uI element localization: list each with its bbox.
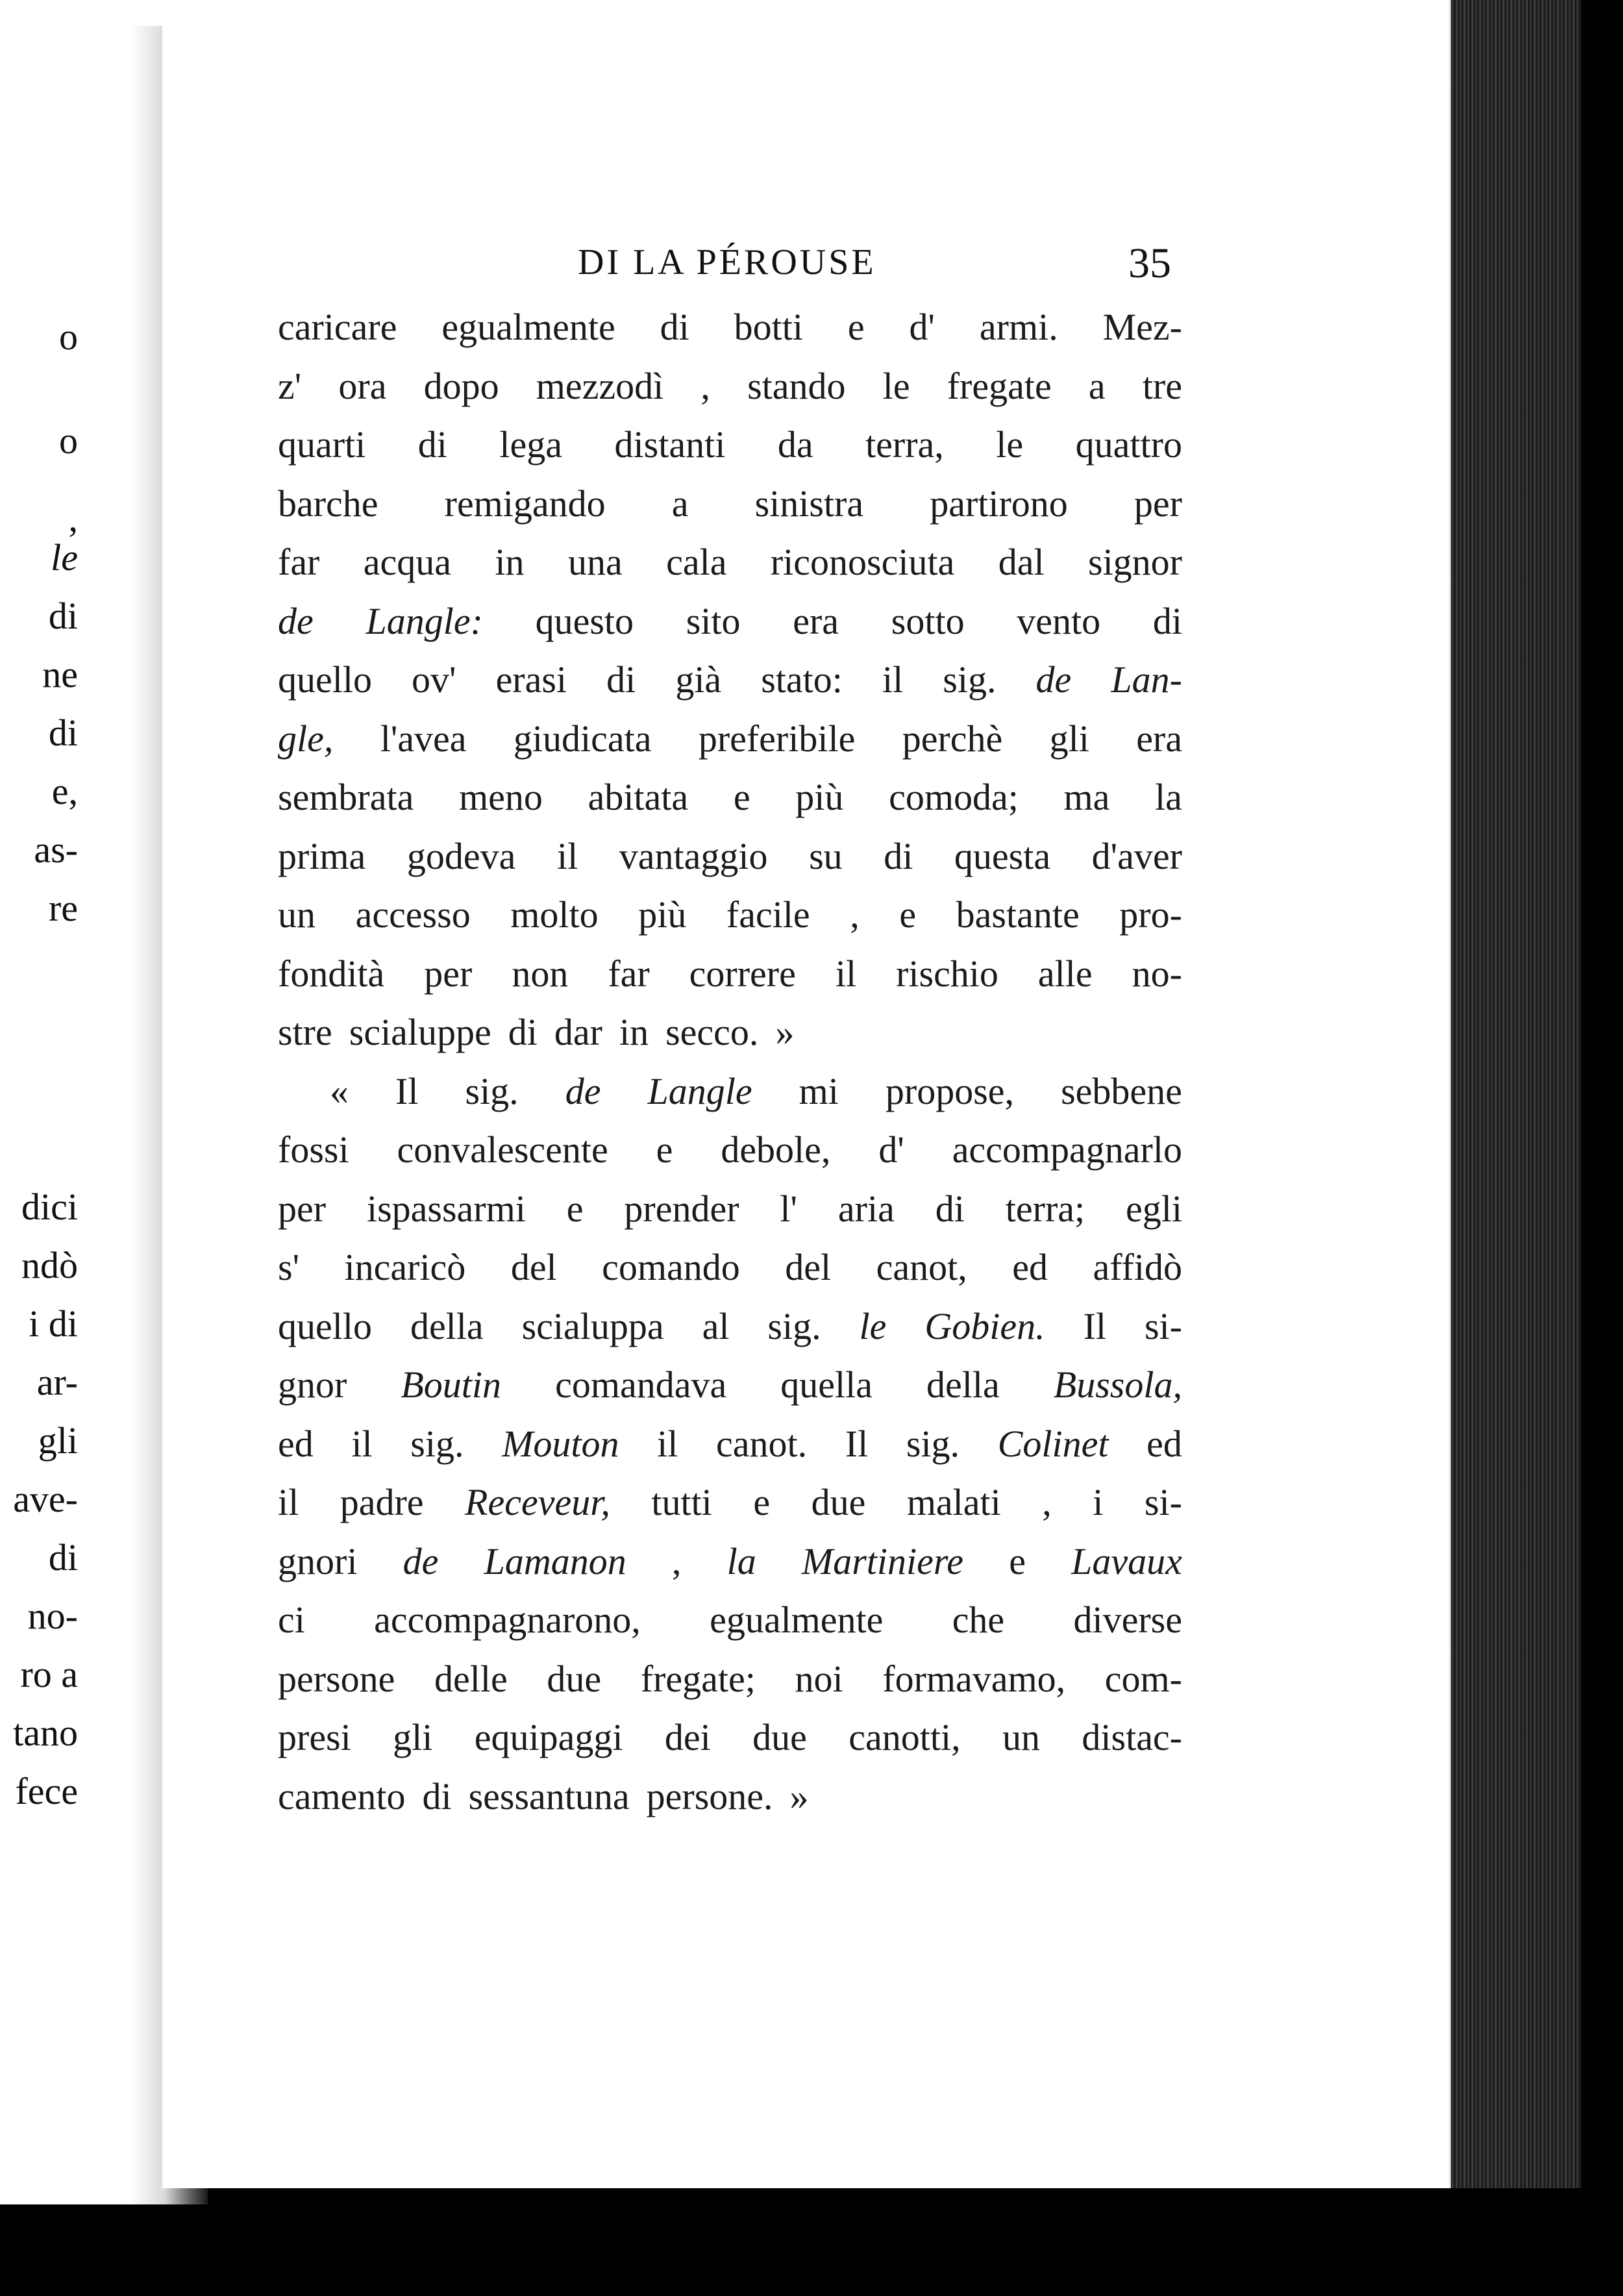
italic-word: Gobien. xyxy=(924,1304,1045,1347)
left-page-fragment: ave- xyxy=(13,1478,78,1520)
word: barche xyxy=(278,482,378,525)
word: , xyxy=(671,1540,682,1582)
word: preferibile xyxy=(698,717,856,760)
word: malati xyxy=(906,1481,1001,1523)
word: gli xyxy=(1049,717,1089,760)
word: accesso xyxy=(355,893,471,936)
word: vento xyxy=(1017,599,1101,642)
word: comoda; xyxy=(889,776,1019,818)
word: debole, xyxy=(721,1129,831,1171)
word: per xyxy=(278,1187,327,1230)
word: persone xyxy=(278,1657,395,1700)
word: Il xyxy=(845,1422,869,1465)
italic-word: le xyxy=(859,1304,887,1347)
word: godeva xyxy=(406,834,516,877)
word: e xyxy=(1009,1540,1026,1582)
italic-word: Martiniere xyxy=(801,1540,964,1582)
word: egli xyxy=(1126,1187,1182,1230)
text-line xyxy=(278,717,1182,776)
word: comandava xyxy=(555,1364,727,1406)
word: distanti xyxy=(614,423,726,466)
left-page-fragment: i di xyxy=(29,1303,78,1345)
word: sito xyxy=(686,599,741,642)
left-page-fragment: ro a xyxy=(20,1653,78,1695)
left-page-fragment: ar- xyxy=(36,1361,78,1403)
word: accompagnarlo xyxy=(952,1129,1182,1171)
word: formavamo, xyxy=(882,1657,1066,1700)
word: era xyxy=(1136,717,1182,760)
word: prima xyxy=(278,834,366,877)
word: dal xyxy=(998,541,1045,583)
word: già xyxy=(675,658,722,701)
text-line xyxy=(278,834,1182,893)
word: stando xyxy=(747,364,846,407)
text-line xyxy=(278,658,1182,717)
word: i xyxy=(1093,1481,1104,1523)
word: abitata xyxy=(588,776,689,818)
word: un xyxy=(1002,1716,1040,1758)
word: gnori xyxy=(278,1540,358,1582)
word: quello xyxy=(278,1304,372,1347)
word: prender xyxy=(624,1187,739,1230)
word: presi xyxy=(278,1716,351,1758)
word: di xyxy=(935,1187,965,1230)
italic-word: Mouton xyxy=(502,1422,619,1465)
left-page-fragment: fece xyxy=(15,1770,78,1812)
word: d' xyxy=(878,1129,904,1171)
word: Mez- xyxy=(1102,306,1182,348)
word: » xyxy=(789,1775,809,1817)
word: propose, xyxy=(885,1069,1015,1112)
text-line xyxy=(278,1422,1182,1481)
running-head xyxy=(0,242,1623,293)
word: e xyxy=(847,306,865,348)
word: più xyxy=(638,893,687,936)
word: cala xyxy=(666,541,727,583)
word: , xyxy=(700,364,710,407)
italic-word: de xyxy=(565,1069,601,1112)
word: il xyxy=(278,1481,299,1523)
word: accompagnarono, xyxy=(374,1599,641,1641)
word: sebbene xyxy=(1061,1069,1182,1112)
word: quarti xyxy=(278,423,366,466)
left-page-text-fragments xyxy=(0,0,97,2221)
word: ed xyxy=(1146,1422,1182,1465)
italic-word: gle, xyxy=(278,717,334,760)
word: dopo xyxy=(423,364,499,407)
running-head-title: DI LA PÉROUSE xyxy=(578,242,876,282)
word: mezzodì xyxy=(536,364,664,407)
word: molto xyxy=(510,893,599,936)
word: secco. xyxy=(665,1011,759,1053)
word: canot, xyxy=(876,1246,967,1288)
word: persone. xyxy=(646,1775,773,1817)
left-page-fragment: , xyxy=(68,497,78,540)
word: terra; xyxy=(1005,1187,1085,1230)
word: camento xyxy=(278,1775,406,1817)
word: bastante xyxy=(956,893,1080,936)
word: tre xyxy=(1142,364,1182,407)
word: canot. xyxy=(716,1422,808,1465)
italic-word: Langle xyxy=(647,1069,752,1112)
word: di xyxy=(660,306,689,348)
text-line xyxy=(278,305,1182,364)
word: padre xyxy=(340,1481,424,1523)
text-line xyxy=(278,1069,1182,1129)
left-page-fragment: di xyxy=(48,1536,78,1578)
left-page-fragment: e, xyxy=(51,770,78,812)
text-line xyxy=(278,423,1182,482)
text-line xyxy=(278,1716,1182,1775)
scan-bottom-border xyxy=(0,2204,1623,2296)
word: convalescente xyxy=(397,1129,608,1171)
word: remigando xyxy=(444,482,606,525)
word: affidò xyxy=(1093,1246,1182,1288)
word: e xyxy=(733,776,750,818)
word: di xyxy=(417,423,447,466)
word: del xyxy=(510,1246,557,1288)
word: e xyxy=(656,1129,673,1171)
word: pro- xyxy=(1119,893,1182,936)
word: era xyxy=(793,599,839,642)
word: fregate; xyxy=(640,1657,756,1700)
word: per xyxy=(1134,482,1182,525)
text-line xyxy=(278,1598,1182,1657)
word: ed xyxy=(278,1422,314,1465)
text-line xyxy=(278,1304,1182,1364)
word: stre xyxy=(278,1011,332,1053)
italic-word: de xyxy=(1035,658,1072,701)
left-page-fragment: tano xyxy=(13,1712,78,1754)
word: le xyxy=(996,423,1024,466)
word: ispassarmi xyxy=(366,1187,526,1230)
text-line xyxy=(278,1010,1182,1069)
word: rischio xyxy=(896,952,998,995)
text-line xyxy=(278,364,1182,423)
word: il xyxy=(835,952,857,995)
italic-word: Lamanon xyxy=(484,1540,626,1582)
word: di xyxy=(1152,599,1182,642)
word: perchè xyxy=(902,717,1003,760)
word: sessantuna xyxy=(468,1775,630,1817)
word: erasi xyxy=(495,658,567,701)
word: egualmente xyxy=(710,1599,884,1641)
text-line xyxy=(278,599,1182,658)
word: questa xyxy=(954,834,1051,877)
word: il xyxy=(882,658,904,701)
text-line xyxy=(278,952,1182,1011)
word: Il xyxy=(1083,1304,1106,1347)
word: , xyxy=(850,893,860,936)
word: d'aver xyxy=(1091,834,1182,877)
word: no- xyxy=(1132,952,1182,995)
word: vantaggio xyxy=(619,834,768,877)
word: sembrata xyxy=(278,776,414,818)
text-line xyxy=(278,775,1182,834)
word: di xyxy=(422,1775,452,1817)
word: quello xyxy=(278,658,372,701)
word: l' xyxy=(780,1187,797,1230)
word: di xyxy=(884,834,913,877)
text-line xyxy=(278,1187,1182,1246)
left-page-fragment: di xyxy=(48,712,78,754)
word: ora xyxy=(338,364,387,407)
word: il xyxy=(657,1422,678,1465)
word: noi xyxy=(795,1657,843,1700)
word: al xyxy=(702,1304,730,1347)
text-line xyxy=(278,1363,1182,1422)
left-page-fragment: dici xyxy=(21,1186,78,1228)
word: Il xyxy=(395,1069,419,1112)
body-text xyxy=(278,305,1182,1833)
left-page-fragment: gli xyxy=(38,1419,78,1462)
word: un xyxy=(278,893,316,936)
word: egualmente xyxy=(441,306,615,348)
word: lega xyxy=(499,423,563,466)
word: l'avea xyxy=(380,717,467,760)
word: sinistra xyxy=(754,482,864,525)
word: » xyxy=(775,1011,795,1053)
word: il xyxy=(351,1422,373,1465)
left-page-fragment: le xyxy=(51,536,78,579)
word: stato: xyxy=(761,658,843,701)
text-line xyxy=(278,1775,1182,1834)
word: correre xyxy=(689,952,796,995)
word: giudicata xyxy=(513,717,652,760)
word: equipaggi xyxy=(474,1716,623,1758)
text-line xyxy=(278,482,1182,541)
word: s' xyxy=(278,1246,300,1288)
word: mi xyxy=(799,1069,839,1112)
word: com- xyxy=(1104,1657,1182,1700)
text-line xyxy=(278,893,1182,952)
italic-word: Receveur, xyxy=(465,1481,610,1523)
italic-word: Bussola, xyxy=(1053,1364,1182,1406)
left-page-fragment: no- xyxy=(27,1595,78,1637)
word: distac- xyxy=(1082,1716,1182,1758)
word: scialuppa xyxy=(521,1304,664,1347)
word: dar xyxy=(554,1011,602,1053)
word: diverse xyxy=(1073,1599,1182,1641)
word: terra, xyxy=(865,423,944,466)
word: e xyxy=(899,893,917,936)
word: sig. xyxy=(943,658,997,701)
text-line xyxy=(278,540,1182,599)
text-line xyxy=(278,1480,1182,1540)
word: alle xyxy=(1037,952,1093,995)
word: caricare xyxy=(278,306,397,348)
word: sig. xyxy=(465,1069,519,1112)
word: fondità xyxy=(278,952,385,995)
italic-word: la xyxy=(726,1540,756,1582)
word: di xyxy=(606,658,636,701)
word: gli xyxy=(393,1716,433,1758)
word: a xyxy=(671,482,689,525)
word: quella xyxy=(780,1364,873,1406)
left-page-fragment: as- xyxy=(34,829,78,871)
word: in xyxy=(495,541,525,583)
word: ed xyxy=(1012,1246,1048,1288)
left-page-fragment: o xyxy=(59,419,78,462)
word: del xyxy=(785,1246,832,1288)
word: sig. xyxy=(906,1422,960,1465)
italic-word: de xyxy=(278,599,314,642)
text-line xyxy=(278,1128,1182,1187)
word: da xyxy=(777,423,813,466)
word: il xyxy=(556,834,578,877)
word: , xyxy=(1042,1481,1052,1523)
word: far xyxy=(278,541,320,583)
word: la xyxy=(1155,776,1182,818)
word: ci xyxy=(278,1599,305,1641)
word: gnor xyxy=(278,1364,347,1406)
word: botti xyxy=(734,306,803,348)
word: della xyxy=(410,1304,484,1347)
left-page-fragment: re xyxy=(48,887,78,929)
word: fregate xyxy=(947,364,1052,407)
italic-word: Lan- xyxy=(1111,658,1182,701)
word: partirono xyxy=(930,482,1068,525)
italic-word: Langle: xyxy=(365,599,483,642)
word: z' xyxy=(278,364,302,407)
word: più xyxy=(795,776,844,818)
book-page-edges xyxy=(1451,0,1581,2188)
word: far xyxy=(608,952,650,995)
word: acqua xyxy=(363,541,452,583)
word: due xyxy=(547,1657,602,1700)
word: « xyxy=(330,1069,349,1112)
word: tutti xyxy=(651,1481,712,1523)
word: signor xyxy=(1088,541,1182,583)
word: incaricò xyxy=(344,1246,466,1288)
word: riconosciuta xyxy=(770,541,955,583)
italic-word: Colinet xyxy=(997,1422,1109,1465)
word: meno xyxy=(459,776,543,818)
word: per xyxy=(424,952,473,995)
word: che xyxy=(952,1599,1005,1641)
word: questo xyxy=(535,599,634,642)
word: le xyxy=(882,364,910,407)
italic-word: Boutin xyxy=(401,1364,502,1406)
word: canotti, xyxy=(849,1716,961,1758)
word: di xyxy=(508,1011,538,1053)
word: una xyxy=(567,541,623,583)
word: due xyxy=(811,1481,866,1523)
word: due xyxy=(752,1716,807,1758)
word: e xyxy=(566,1187,584,1230)
word: non xyxy=(512,952,569,995)
left-page-fragment: di xyxy=(48,595,78,637)
word: sotto xyxy=(891,599,965,642)
word: comando xyxy=(602,1246,740,1288)
italic-word: Lavaux xyxy=(1071,1540,1182,1582)
left-page-fragment: ndò xyxy=(21,1244,78,1286)
word: su xyxy=(809,834,843,877)
word: fossi xyxy=(278,1129,349,1171)
text-line xyxy=(278,1540,1182,1599)
word: si- xyxy=(1144,1481,1182,1523)
word: scialuppe xyxy=(349,1011,491,1053)
italic-word: de xyxy=(403,1540,439,1582)
text-line xyxy=(278,1245,1182,1304)
word: ov' xyxy=(412,658,456,701)
word: delle xyxy=(434,1657,508,1700)
word: ma xyxy=(1063,776,1110,818)
word: facile xyxy=(726,893,810,936)
word: quattro xyxy=(1075,423,1182,466)
left-page-fragment: o xyxy=(59,316,78,358)
word: della xyxy=(926,1364,1000,1406)
word: sig. xyxy=(767,1304,821,1347)
left-page-fragment: ne xyxy=(42,653,78,695)
word: a xyxy=(1088,364,1106,407)
word: aria xyxy=(837,1187,895,1230)
word: si- xyxy=(1144,1304,1182,1347)
word: dei xyxy=(664,1716,711,1758)
word: d' xyxy=(909,306,935,348)
word: e xyxy=(753,1481,771,1523)
word: armi. xyxy=(979,306,1058,348)
word: in xyxy=(619,1011,649,1053)
text-line xyxy=(278,1657,1182,1716)
word: sig. xyxy=(410,1422,464,1465)
page-number: 35 xyxy=(1128,240,1171,287)
